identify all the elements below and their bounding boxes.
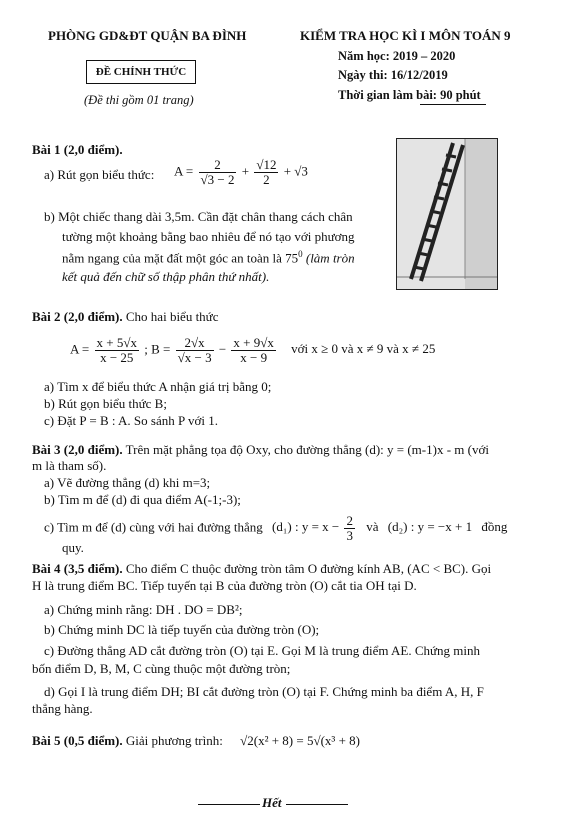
- b-line3-text: nằm ngang của mặt đất một góc an toàn là 75: [62, 250, 299, 266]
- bai3-c: [44, 514, 507, 543]
- page-note: (Đề thi gồm 01 trang): [84, 93, 194, 107]
- A-fraction: [95, 336, 139, 365]
- bai5-title: Bài 5 (0,5 điểm).: [32, 733, 123, 748]
- duration-underline: [420, 104, 486, 105]
- A-num: x + 5√x: [96, 335, 137, 350]
- B-lhs: ; B =: [144, 341, 171, 357]
- bai4-title: Bài 4 (3,5 điểm).: [32, 561, 123, 576]
- line-d1: (d₁) : y = x −: [272, 519, 340, 535]
- bai2-expressions: [70, 336, 435, 365]
- ladder-picture: [396, 138, 498, 290]
- A-den: x − 25: [100, 350, 134, 365]
- bai2-title: Bài 2 (2,0 điểm).: [32, 309, 123, 324]
- department-name: PHÒNG GD&ĐT QUẬN BA ĐÌNH: [48, 28, 247, 43]
- bai2-condition: với x ≥ 0 và x ≠ 9 và x ≠ 25: [291, 341, 436, 357]
- bai3-c-pre: c) Tìm m để (d) cùng với hai đường thẳng: [44, 519, 263, 535]
- bai4-intro2: H là trung điểm BC. Tiếp tuyến tại B của đường tròn (O) cắt tia OH tại D.: [32, 578, 417, 593]
- fraction-1: [199, 158, 237, 187]
- bai1-b-line3: [62, 249, 355, 266]
- bai3-b: b) Tìm m để (d) đi qua điểm A(-1;-3);: [44, 492, 241, 507]
- bai1-b-line1: b) Một chiếc thang dài 3,5m. Cần đặt chân thang cách chân: [44, 209, 353, 224]
- bai3-c-end: quy.: [62, 540, 84, 555]
- bai5-equation: √2(x² + 8) = 5√(x³ + 8): [240, 733, 360, 748]
- exam-date: Ngày thi: 16/12/2019: [338, 68, 448, 82]
- bai4-b: b) Chứng minh DC là tiếp tuyến của đường tròn (O);: [44, 622, 320, 637]
- school-year: Năm học: 2019 – 2020: [338, 49, 456, 63]
- bai4-d1: d) Gọi I là trung điểm DH; BI cắt đường tròn (O) tại F. Chứng minh ba điểm A, H, F: [44, 684, 484, 699]
- bai4-intro: Cho điểm C thuộc đường tròn tâm O đường kính AB, (AC < BC). Gọi: [125, 561, 492, 576]
- bai1-b-line2: tường một khoảng bằng bao nhiêu để nó tạo với phương: [62, 229, 355, 244]
- bai4-a: a) Chứng minh rằng: DH . DO = DB²;: [44, 602, 243, 617]
- bai5-intro: Giải phương trình:: [125, 733, 223, 748]
- B-num2: x + 9√x: [233, 335, 274, 350]
- bai3-c-post: đồng: [481, 519, 508, 535]
- B-fraction-1: [176, 336, 214, 365]
- bai1-title: Bài 1 (2,0 điểm).: [32, 142, 123, 157]
- official-stamp: [86, 60, 196, 84]
- expr-lhs: A =: [174, 163, 194, 179]
- bai3-heading: [32, 442, 489, 458]
- bai1-b-line4: kết quả đến chữ số thập phân thứ nhất).: [62, 269, 270, 284]
- plus-sqrt3: + √3: [283, 163, 308, 179]
- bai3-num: 2: [346, 513, 353, 528]
- b-line3-italic: (làm tròn: [302, 250, 355, 266]
- bai3-a: a) Vẽ đường thẳng (d) khi m=3;: [44, 475, 211, 490]
- bai4-c1: c) Đường thẳng AD cắt đường tròn (O) tại E. Gọi M là trung điểm AE. Chứng minh: [44, 643, 481, 658]
- bai3-den: 3: [346, 528, 353, 543]
- official-label: ĐỀ CHÍNH THỨC: [95, 66, 187, 78]
- duration: Thời gian làm bài: 90 phút: [338, 88, 481, 102]
- bai2-b: b) Rút gọn biểu thức B;: [44, 396, 167, 411]
- bai2-c: c) Đặt P = B : A. So sánh P với 1.: [44, 413, 218, 428]
- bai3-intro: Trên mặt phẳng tọa độ Oxy, cho đường thẳng (d): y = (m-1)x - m (với: [125, 442, 489, 457]
- minus-sign: −: [218, 341, 227, 357]
- bai5-heading: [32, 733, 360, 749]
- B-den2: x − 9: [240, 350, 268, 365]
- line-d2: (d₂) : y = −x + 1: [387, 519, 473, 535]
- end-marker: Hết: [262, 795, 282, 810]
- plus-sign: +: [241, 163, 250, 179]
- ladder-icon: [397, 139, 497, 289]
- frac2-num: √12: [256, 157, 277, 172]
- frac2-den: 2: [263, 172, 270, 187]
- B-num1: 2√x: [176, 336, 214, 351]
- bai1-a-expression: [174, 158, 308, 187]
- bai4-d2: thẳng hàng.: [32, 701, 93, 716]
- bai2-intro: Cho hai biểu thức: [125, 309, 219, 324]
- bai3-fraction: [344, 514, 355, 543]
- bai3-and: và: [366, 519, 379, 535]
- end-rule-right: [286, 804, 348, 805]
- A-lhs: A =: [70, 341, 90, 357]
- bai3-intro2: m là tham số).: [32, 458, 107, 473]
- exam-title: KIỂM TRA HỌC KÌ I MÔN TOÁN 9: [300, 28, 511, 43]
- fraction-2: [254, 158, 278, 187]
- B-fraction-2: [231, 336, 275, 365]
- bai3-title: Bài 3 (2,0 điểm).: [32, 442, 123, 457]
- bai4-c2: bốn điểm D, B, M, C cùng thuộc một đường tròn;: [32, 661, 291, 676]
- frac1-num: 2: [199, 158, 237, 173]
- frac1-den: √3 − 2: [200, 172, 235, 187]
- bai4-heading: [32, 561, 491, 577]
- end-rule-left: [198, 804, 260, 805]
- bai1-a-label: a) Rút gọn biểu thức:: [44, 167, 155, 182]
- degree-sup: 0: [298, 249, 303, 259]
- bai2-a: a) Tìm x để biểu thức A nhận giá trị bằng 0;: [44, 379, 272, 394]
- bai2-heading: [32, 309, 219, 325]
- B-den1: √x − 3: [177, 350, 212, 365]
